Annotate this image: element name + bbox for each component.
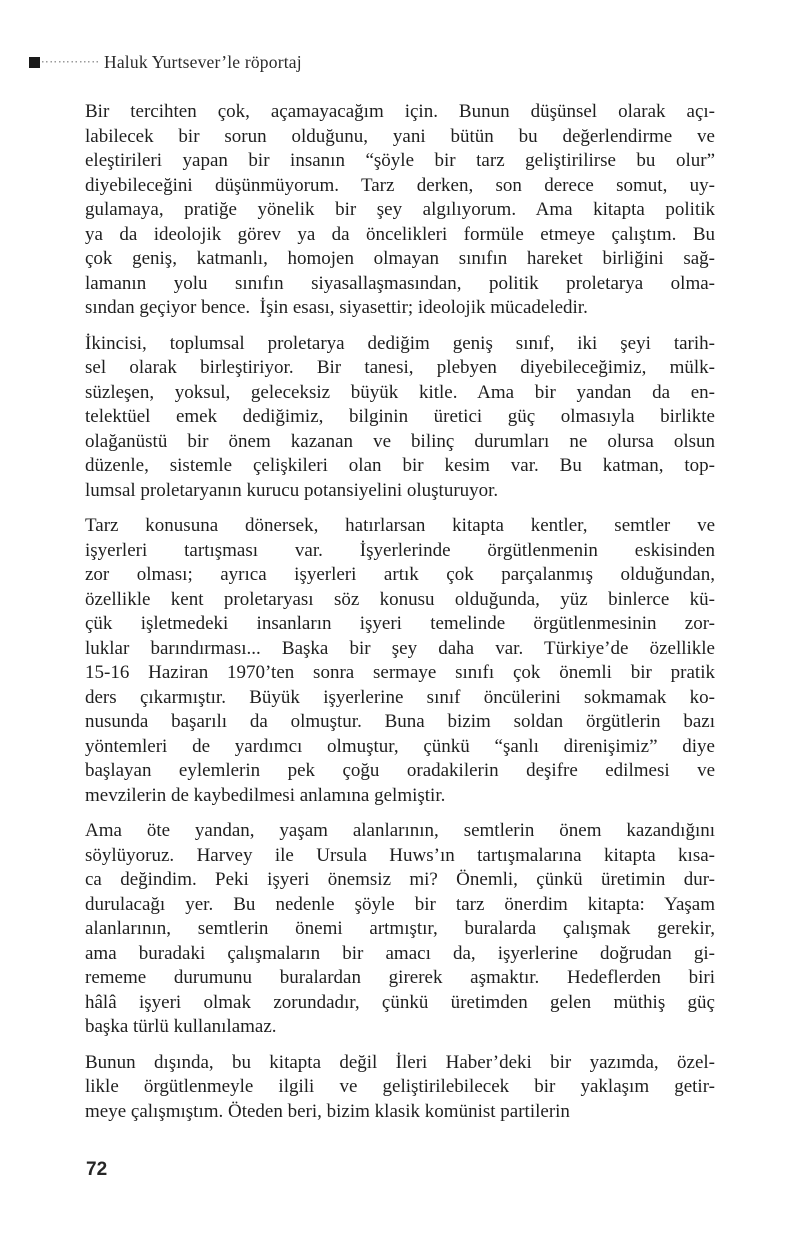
- text-line: likle örgütlenmeyle ilgili ve geliştirilebilecek bir yaklaşım getir-: [85, 1076, 715, 1097]
- page-number: 72: [86, 1159, 108, 1180]
- text-line: meye çalışmıştım. Öteden beri, bizim klasik komünist partilerin: [85, 1100, 570, 1122]
- text-line: nusunda başarılı da olmuştur. Buna bizim soldan örgütlerin bazı: [85, 711, 715, 732]
- text-line: hâlâ işyeri olmak zorundadır, çünkü üretimden gelen müthiş güç: [85, 991, 715, 1013]
- text-line: işyerleri tartışması var. İşyerlerinde örgütlenmenin eskisinden: [85, 539, 715, 561]
- dotted-leader-line: [42, 61, 100, 63]
- text-line: süzleşen, yoksul, geleceksiz büyük kitle. Ama bir yandan da en-: [85, 381, 715, 403]
- text-line: söylüyoruz. Harvey ile Ursula Huws’ın tartışmalarına kitapta kısa-: [85, 844, 715, 866]
- running-header-title: Haluk Yurtsever’le röportaj: [104, 52, 302, 72]
- text-line: gulamaya, pratiğe yönelik bir şey algılıyorum. Ama kitapta politik: [85, 199, 715, 220]
- text-line: zor olması; ayrıca işyerleri artık çok parçalanmış olduğundan,: [85, 564, 715, 585]
- text-line: mevzilerin de kaybedilmesi anlamına gelmiştir.: [85, 784, 446, 806]
- text-line: Bunun dışında, bu kitapta değil İleri Haber’deki bir yazımda, özel-: [85, 1051, 715, 1073]
- paragraph: [85, 514, 715, 808]
- text-line: durulacağı yer. Bu nedenle şöyle bir tarz önerdim kitapta: Yaşam: [85, 893, 715, 915]
- text-line: olağanüstü bir önem kazanan ve bilinç durumları ne olursa olsun: [85, 430, 715, 452]
- text-line: 15-16 Haziran 1970’ten sonra sermaye sınıfı çok önemli bir pratik: [85, 662, 715, 683]
- text-line: Ama öte yandan, yaşam alanlarının, semtlerin önem kazandığını: [85, 820, 715, 841]
- text-line: ya da ideolojik görev ya da öncelikleri formüle etmeye çalıştım. Bu: [85, 223, 715, 245]
- text-line: özellikle kent proletaryası söz konusu olduğunda, yüz binlerce kü-: [85, 588, 715, 610]
- text-line: ama buradaki çalışmaların bir amacı da, işyerlerine doğrudan gi-: [85, 942, 715, 964]
- text-line: luklar barındırması... Başka bir şey daha var. Türkiye’de özellikle: [85, 637, 715, 659]
- text-line: diyebileceğini düşünmüyorum. Tarz derken, son derece somut, uy-: [85, 174, 715, 196]
- text-line: sel olarak birleştiriyor. Bir tanesi, plebyen diyebileceğimiz, mülk-: [85, 357, 715, 378]
- text-line: ca değindim. Peki işyeri önemsiz mi? Önemli, çünkü üretimin dur-: [85, 869, 715, 890]
- text-line: rememe durumunu buralardan girerek aşmaktır. Hedeflerden biri: [85, 967, 715, 988]
- text-line: lumsal proletaryanın kurucu potansiyelini oluşturuyor.: [85, 479, 499, 501]
- text-line: lamanın yolu sınıfın siyasallaşmasından, politik proletarya olma-: [85, 272, 715, 294]
- text-line: Tarz konusuna dönersek, hatırlarsan kitapta kentler, semtler ve: [85, 515, 715, 536]
- text-line: Bir tercihten çok, açamayacağım için. Bunun düşünsel olarak açı-: [85, 101, 715, 122]
- text-line: İkincisi, toplumsal proletarya dediğim geniş sınıf, iki şeyi tarih-: [85, 332, 715, 354]
- text-line: eleştirileri yapan bir insanın “şöyle bir tarz geliştirilirse bu olur”: [85, 150, 715, 171]
- text-line: labilecek bir sorun olduğunu, yani bütün bu değerlendirme ve: [85, 125, 715, 147]
- text-line: başka türlü kullanılamaz.: [85, 1016, 277, 1037]
- running-header: [29, 51, 302, 73]
- text-line: alanlarının, semtlerin önemi artmıştır, buralarda çalışmak gerekir,: [85, 918, 715, 939]
- paragraph: [85, 100, 715, 321]
- paragraph: [85, 819, 715, 1040]
- paragraph: [85, 332, 715, 504]
- text-line: çok geniş, katmanlı, homojen olmayan sınıfın hareket birliğini sağ-: [85, 248, 715, 269]
- text-line: yöntemleri de yardımcı olmuştur, çünkü “şanlı direnişimiz” diye: [85, 735, 715, 757]
- square-bullet-icon: [29, 57, 40, 68]
- text-line: telektüel emek dediğimiz, bilginin üretici güç olmasıyla birlikte: [85, 406, 715, 427]
- text-line: çük işletmedeki insanların işyeri temelinde örgütlenmesinin zor-: [85, 613, 715, 634]
- text-line: sından geçiyor bence. İşin esası, siyasettir; ideolojik mücadeledir.: [85, 297, 588, 318]
- page-text-block: [85, 100, 715, 1135]
- paragraph: [85, 1051, 715, 1125]
- text-line: başlayan eylemlerin pek çoğu oradakilerin deşifre edilmesi ve: [85, 760, 715, 781]
- text-line: düzenle, sistemle çelişkileri olan bir kesim var. Bu katman, top-: [85, 455, 715, 476]
- text-line: ders çıkarmıştır. Büyük işyerlerine sınıf öncülerini sokmamak ko-: [85, 686, 715, 708]
